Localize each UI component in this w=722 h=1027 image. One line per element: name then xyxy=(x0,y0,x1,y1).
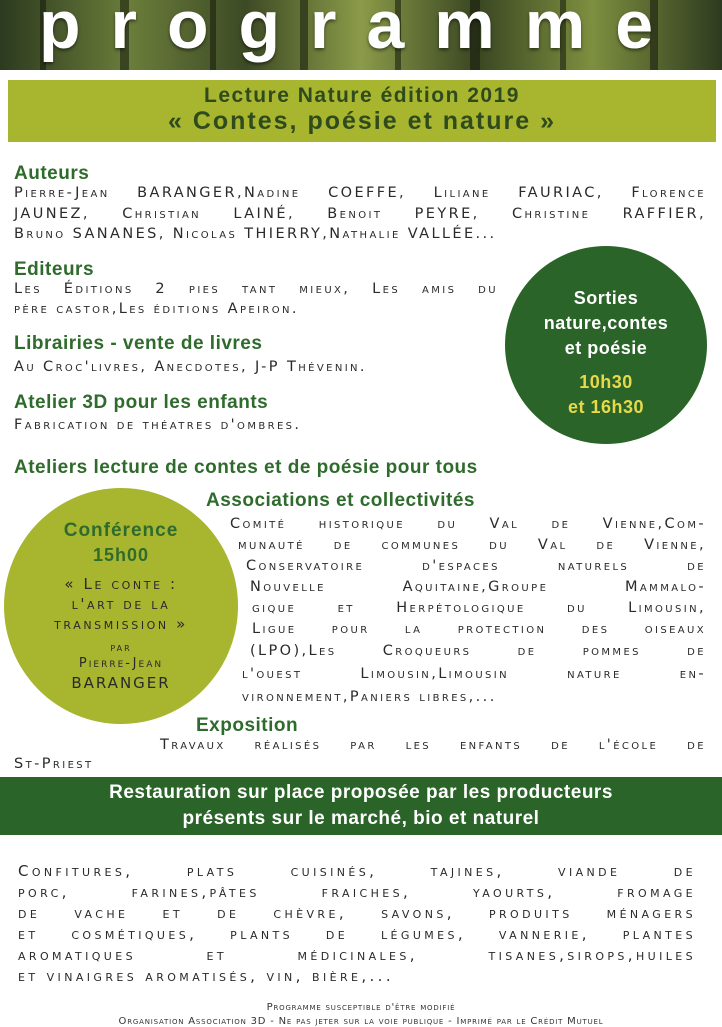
sorties-line: nature,contes xyxy=(543,313,669,333)
conference-quote: l'art de la xyxy=(71,595,171,613)
conference-quote: « Le conte : xyxy=(64,575,178,593)
conference-par: par xyxy=(110,641,132,654)
conference-title: Conférence xyxy=(63,520,179,541)
librairies-text: Au Croc'livres, Anecdotes, J-P Thévenin. xyxy=(14,359,367,375)
associations-line: munauté de communes du Val de Vienne, xyxy=(238,537,706,553)
exposition-heading: Exposition xyxy=(196,715,299,736)
footnote: Organisation Association 3D - Ne pas jeter sur la voie publique - Imprimé par le Crédit Mutuel xyxy=(118,1016,604,1027)
associations-line: Ligue pour la protection des oiseaux xyxy=(252,621,706,637)
ateliers-lecture-heading: Ateliers lecture de contes et de poésie pour tous xyxy=(14,457,478,478)
edition-title: Lecture Nature édition 2019 xyxy=(204,84,520,107)
products-line: aromatiques et médicinales, tisanes,sirops,huiles xyxy=(18,946,696,964)
sorties-line: et poésie xyxy=(564,338,648,358)
associations-line: (LPO),Les Croqueurs de pommes de xyxy=(250,643,706,659)
sorties-line: Sorties xyxy=(573,288,639,308)
restauration-line: présents sur le marché, bio et naturel xyxy=(182,808,540,829)
associations-line: gique et Herpétologique du Limousin, xyxy=(252,600,706,616)
associations-heading: Associations et collectivités xyxy=(206,490,475,511)
conference-speaker: Pierre-Jean xyxy=(78,656,164,671)
theme-title: « Contes, poésie et nature » xyxy=(167,107,557,135)
products-line: et cosmétiques, plants de légumes, vannerie, plantes xyxy=(18,925,696,943)
editeurs-line: Les Éditions 2 pies tant mieux, Les amis du xyxy=(14,281,498,297)
products-line: et vinaigres aromatisés, vin, bière,... xyxy=(18,967,395,985)
sorties-circle xyxy=(505,246,707,444)
exposition-line: Travaux réalisés par les enfants de l'école de xyxy=(160,737,706,753)
auteurs-line: Pierre-Jean BARANGER,Nadine COEFFE, Liliane FAURIAC, Florence xyxy=(14,185,706,201)
conference-quote: transmission » xyxy=(54,615,188,633)
sorties-time: et 16h30 xyxy=(567,397,645,417)
auteurs-heading: Auteurs xyxy=(14,163,90,184)
products-line: de vache et de chèvre, savons, produits ménagers xyxy=(18,904,696,922)
associations-line: vironnement,Paniers libres,... xyxy=(242,689,497,705)
auteurs-line: Bruno SANANES, Nicolas THIERRY,Nathalie VALLÉE... xyxy=(14,226,497,242)
editeurs-line: père castor,Les éditions Apeiron. xyxy=(14,301,299,317)
restauration-line: Restauration sur place proposée par les producteurs xyxy=(109,782,613,803)
sorties-time: 10h30 xyxy=(579,372,633,392)
auteurs-line: JAUNEZ, Christian LAINÉ, Benoit PEYRE, Christine RAFFIER, xyxy=(14,206,706,222)
page-title: programme xyxy=(38,0,684,63)
conference-time: 15h00 xyxy=(92,545,150,565)
conference-circle xyxy=(4,488,238,724)
librairies-heading: Librairies - vente de livres xyxy=(14,333,263,354)
exposition-line: St-Priest xyxy=(14,756,94,772)
atelier3d-heading: Atelier 3D pour les enfants xyxy=(14,392,269,413)
products-line: Confitures, plats cuisinés, tajines, viande de xyxy=(18,862,696,880)
atelier3d-text: Fabrication de théatres d'ombres. xyxy=(14,417,302,433)
footnote: Programme susceptible d'être modifié xyxy=(266,1002,456,1013)
conference-speaker: BARANGER xyxy=(71,674,171,692)
associations-line: Conservatoire d'espaces naturels de xyxy=(246,558,706,574)
associations-line: Comité historique du Val de Vienne,Com- xyxy=(230,516,706,532)
associations-line: l'ouest Limousin,Limousin nature en- xyxy=(242,666,706,682)
associations-line: Nouvelle Aquitaine,Groupe Mammalo- xyxy=(250,579,706,595)
editeurs-heading: Editeurs xyxy=(14,259,95,280)
products-line: porc, farines,pâtes fraiches, yaourts, fromage xyxy=(18,883,696,901)
